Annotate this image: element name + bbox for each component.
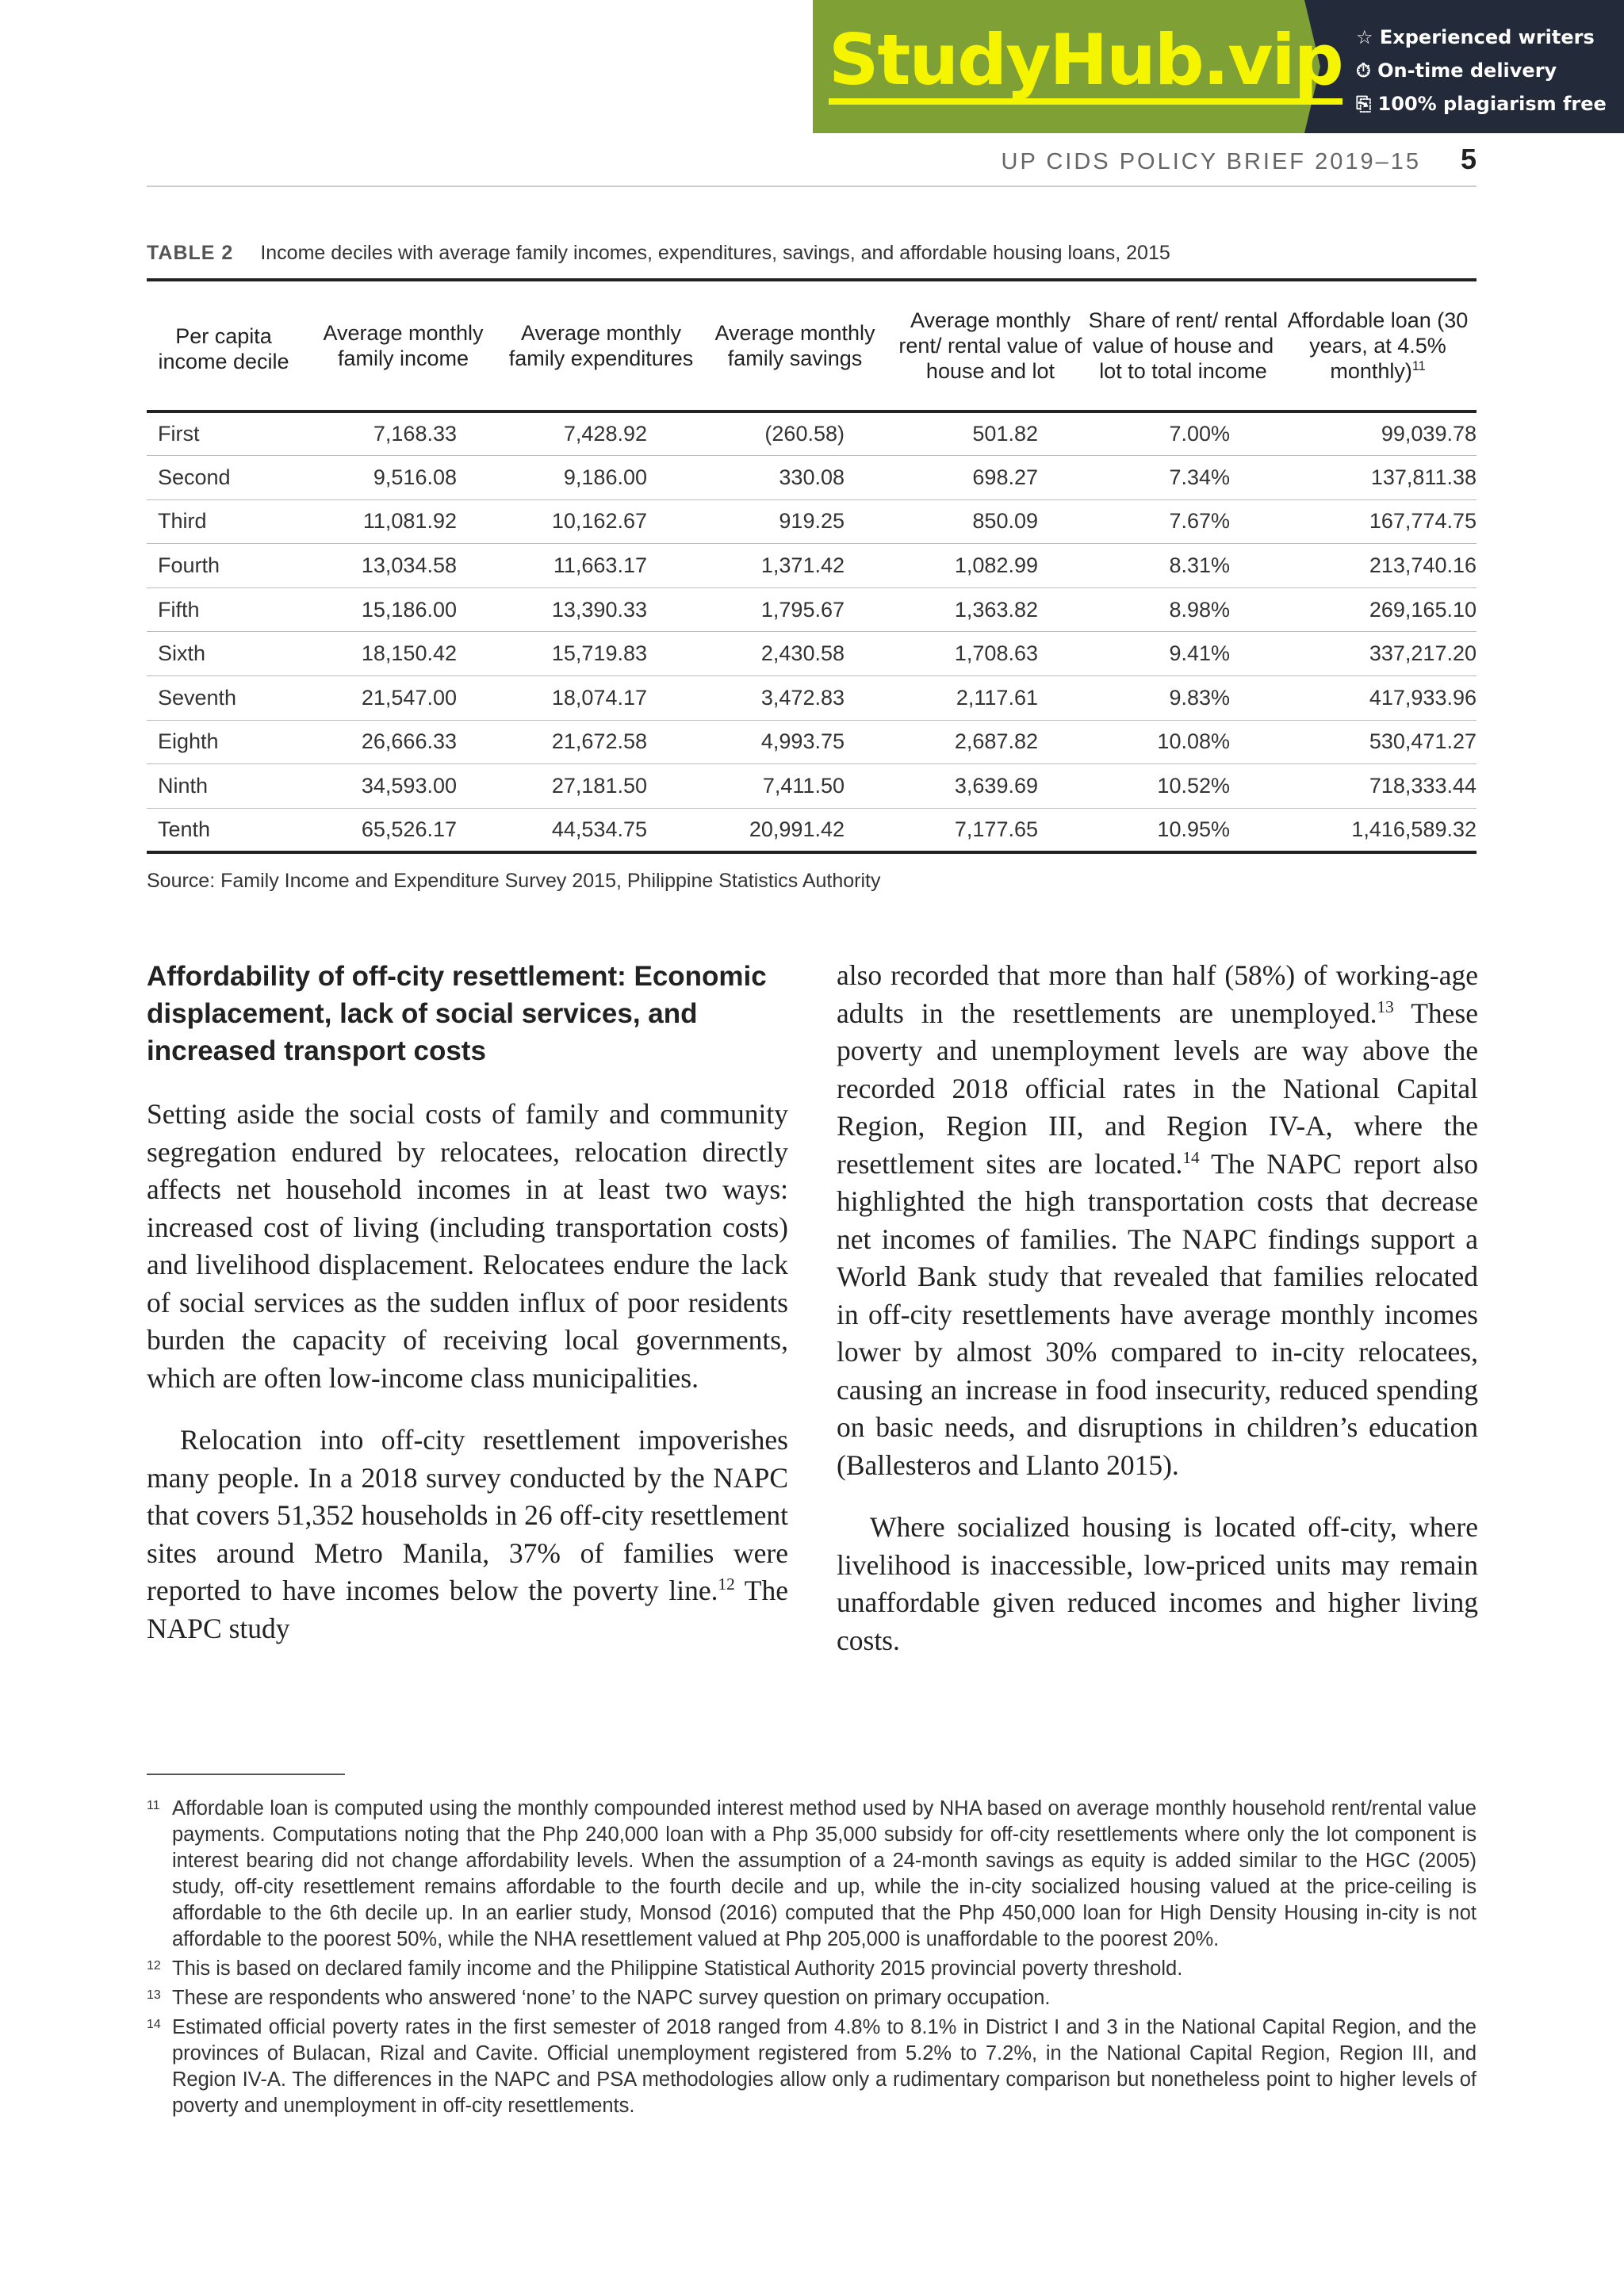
table-cell: 1,363.82 — [894, 587, 1087, 632]
table-cell: 2,430.58 — [696, 632, 894, 676]
table-cell: 1,708.63 — [894, 632, 1087, 676]
footnote-ref[interactable]: 13 — [1377, 997, 1394, 1016]
table-cell: 213,740.16 — [1279, 544, 1477, 588]
publication-title: UP CIDS POLICY BRIEF 2019–15 — [1001, 149, 1421, 174]
table-row — [147, 808, 1477, 852]
footnote-divider — [147, 1774, 345, 1775]
footnote-ref[interactable]: 12 — [718, 1575, 735, 1594]
table-cell: 7.00% — [1087, 411, 1279, 456]
footnote-number: 11 — [147, 1799, 160, 1812]
footnotes — [147, 1796, 1477, 2122]
table-cell: 10,162.67 — [506, 499, 696, 544]
footnote-text: These are respondents who answered ‘none’ to the NAPC survey question on primary occupation. — [172, 1987, 1051, 2009]
paragraph — [837, 957, 1478, 1484]
table-cell: 1,795.67 — [696, 587, 894, 632]
footnote-text: This is based on declared family income and the Philippine Statistical Authority 2015 provincial poverty threshold. — [172, 1957, 1183, 1980]
paragraph-text: These poverty and unemployment levels are way above the recorded 2018 official rates in the National Capital Region, Region III, and Region IV-A, where the resettlement sites are located. — [837, 997, 1478, 1180]
table-row — [147, 456, 1477, 500]
table-cell: 21,547.00 — [301, 676, 506, 721]
table-cell: 7.34% — [1087, 456, 1279, 500]
table-cell: 18,074.17 — [506, 676, 696, 721]
table-cell: (260.58) — [696, 411, 894, 456]
column-header: Per capita income decile — [147, 280, 301, 411]
feature-experienced-writers: ☆ Experienced writers — [1356, 26, 1595, 48]
column-header-text: Affordable loan (30 years, at 4.5% monthly) — [1287, 308, 1469, 383]
column-header: Average monthly family expenditures — [506, 280, 696, 411]
feature-plagiarism-free: ⎘ 100% plagiarism free — [1356, 93, 1607, 115]
table-cell: 850.09 — [894, 499, 1087, 544]
table-cell: 9,186.00 — [506, 456, 696, 500]
column-header: Share of rent/ rental value of house and lot to total income — [1087, 280, 1279, 411]
table-cell: 501.82 — [894, 411, 1087, 456]
table-cell: 8.98% — [1087, 587, 1279, 632]
table-cell: 10.08% — [1087, 720, 1279, 764]
table-caption-text: Income deciles with average family incomes, expenditures, savings, and affordable housing loans, 2015 — [260, 242, 1170, 264]
table-cell: 27,181.50 — [506, 764, 696, 809]
table-cell: 20,991.42 — [749, 817, 845, 841]
studyhub-banner[interactable] — [813, 0, 1624, 133]
table-cell: Tenth — [158, 817, 211, 841]
table-row — [147, 499, 1477, 544]
footnote — [147, 2015, 1477, 2119]
table-cell: 8.31% — [1087, 544, 1279, 588]
feature-on-time-delivery: ⏱ On-time delivery — [1356, 59, 1557, 82]
table-cell: Seventh — [147, 676, 301, 721]
footnote-number: 13 — [147, 1988, 161, 2002]
footnote-ref[interactable]: 11 — [1411, 359, 1426, 373]
paragraph-text: The NAPC report also highlighted the high transportation costs that decrease net incomes of families. The NAPC findings support a World Bank study that revealed that families relocated in off-city resettlements have average monthly incomes lower by almost 30% compared to in-city relocatees, causing an increase in food insecurity, reduced spending on basic needs, and disruptions in children’s education (Ballesteros and Llanto 2015). — [837, 1147, 1478, 1481]
section-heading: Affordability of off-city resettlement: Economic displacement, lack of social services, and increased transport costs — [147, 961, 767, 1066]
table-row — [147, 676, 1477, 721]
table-cell: 1,371.42 — [696, 544, 894, 588]
table-cell: 269,165.10 — [1279, 587, 1477, 632]
footnote — [147, 1985, 1477, 2011]
table-cell: 10.52% — [1087, 764, 1279, 809]
table-caption — [147, 242, 1170, 265]
table-cell: 2,117.61 — [894, 676, 1087, 721]
footnote — [147, 1956, 1477, 1982]
table-row — [147, 764, 1477, 809]
table-cell: 9,516.08 — [301, 456, 506, 500]
footnote-ref[interactable]: 14 — [1182, 1147, 1200, 1167]
table-cell: 11,081.92 — [301, 499, 506, 544]
table-cell: 7,428.92 — [506, 411, 696, 456]
column-header: Average monthly family income — [301, 280, 506, 411]
table-cell: 1,416,589.32 — [1351, 817, 1477, 841]
paragraph-text: also recorded that more than half (58%) of working-age adults in the resettlements are unemployed. — [837, 959, 1478, 1029]
table-cell: 167,774.75 — [1279, 499, 1477, 544]
paragraph: Setting aside the social costs of family and community segregation endured by relocatees, relocation directly affects net household incomes in at least two ways: increased cost of living (including transportation costs) and livelihood displacement. Relocatees endure the lack of social services as the sudden influx of poor residents burden the capacity of receiving local governments, which are often low-income class municipalities. — [147, 1098, 788, 1394]
table-cell: 3,639.69 — [894, 764, 1087, 809]
left-column — [147, 958, 788, 1672]
footnote — [147, 1796, 1477, 1953]
table-cell: 10.95% — [1157, 817, 1230, 841]
table-cell: 99,039.78 — [1279, 411, 1477, 456]
table-source: Source: Family Income and Expenditure Survey 2015, Philippine Statistics Authority — [147, 870, 881, 892]
table-cell: 330.08 — [696, 456, 894, 500]
header-divider — [147, 186, 1477, 187]
table-cell: 919.25 — [696, 499, 894, 544]
paragraph — [147, 1422, 788, 1647]
paragraph-text: Relocation into off-city resettlement impoverishes many people. In a 2018 survey conducted by the NAPC that covers 51,352 households in 26 off-city resettlement sites around Metro Manila, 37% of families were reported to have incomes below the poverty line. — [147, 1424, 788, 1606]
right-column — [837, 957, 1478, 1684]
table-row — [147, 720, 1477, 764]
footnote-text: Estimated official poverty rates in the first semester of 2018 ranged from 4.8% to 8.1% in District I and 3 in the National Capital Region, and the provinces of Bulacan, Rizal and Cavite. Official unemployment registered from 5.2% to 7.2%, in the National Capital Region, Region III, and Region IV-A. The differences in the NAPC and PSA methodologies allow only a rudimentary comparison but nonetheless point to higher levels of poverty and unemployment in off-city resettlements. — [172, 2016, 1477, 2117]
table-cell: 21,672.58 — [506, 720, 696, 764]
table-cell: 34,593.00 — [301, 764, 506, 809]
table-cell: 13,390.33 — [506, 587, 696, 632]
table-cell: 13,034.58 — [301, 544, 506, 588]
table-header-row — [147, 280, 1477, 411]
income-deciles-table — [147, 278, 1477, 854]
table-cell: 7.67% — [1087, 499, 1279, 544]
studyhub-logo[interactable]: StudyHub.vip — [829, 22, 1342, 105]
table-cell: 11,663.17 — [506, 544, 696, 588]
table-cell: 7,177.65 — [954, 817, 1038, 841]
page-number: 5 — [1460, 143, 1477, 175]
table-cell: 9.83% — [1087, 676, 1279, 721]
table-body — [147, 411, 1477, 852]
table-cell: Fifth — [147, 587, 301, 632]
table-row — [147, 587, 1477, 632]
table-cell: 7,168.33 — [301, 411, 506, 456]
table-row — [147, 411, 1477, 456]
table-cell: 4,993.75 — [696, 720, 894, 764]
table-cell: 65,526.17 — [361, 817, 457, 841]
footnote-number: 12 — [147, 1959, 161, 1973]
running-header — [1002, 143, 1477, 176]
column-header: Average monthly rent/ rental value of house and lot — [894, 280, 1087, 411]
table-cell: 15,719.83 — [506, 632, 696, 676]
paragraph: Where socialized housing is located off-city, where livelihood is inaccessible, low-priced units may remain unaffordable given reduced incomes and higher living costs. — [837, 1511, 1478, 1656]
table-cell: Second — [147, 456, 301, 500]
paragraph-text: The NAPC study — [147, 1575, 788, 1644]
footnote-number: 14 — [147, 2018, 161, 2031]
table-cell: 26,666.33 — [301, 720, 506, 764]
table-cell: 337,217.20 — [1279, 632, 1477, 676]
table-cell: 137,811.38 — [1279, 456, 1477, 500]
table-cell: 417,933.96 — [1279, 676, 1477, 721]
table-cell: 2,687.82 — [894, 720, 1087, 764]
column-header — [1279, 280, 1477, 411]
table-cell: Fourth — [147, 544, 301, 588]
table-cell: 530,471.27 — [1279, 720, 1477, 764]
column-header: Average monthly family savings — [696, 280, 894, 411]
table-cell: 3,472.83 — [696, 676, 894, 721]
table-cell: 7,411.50 — [696, 764, 894, 809]
footnote-text: Affordable loan is computed using the monthly compounded interest method used by NHA based on average monthly household rent/rental value payments. Computations noting that the Php 240,000 loan with a Php 35,000 subsidy for off-city resettlements where only the lot component is interest bearing did not change affordability levels. When the assumption of a 24-month savings as equity is added similar to the HGC (2005) study, off-city resettlement remains affordable to the fourth decile and up, while the in-city socialized housing valued at the price-ceiling is affordable to the 6th decile up. In an earlier study, Monsod (2016) computed that the Php 450,000 loan for High Density Housing in-city is not affordable to the poorest 50%, while the NHA resettlement valued at Php 205,000 is unaffordable to the poorest 20%. — [172, 1797, 1477, 1950]
table-cell: 44,534.75 — [551, 817, 647, 841]
table-cell: Third — [147, 499, 301, 544]
table-cell: First — [147, 411, 301, 456]
table-cell: 9.41% — [1087, 632, 1279, 676]
table-cell: 1,082.99 — [894, 544, 1087, 588]
table-cell: Ninth — [147, 764, 301, 809]
table-cell: Sixth — [147, 632, 301, 676]
table-cell: 15,186.00 — [301, 587, 506, 632]
table-cell: 718,333.44 — [1279, 764, 1477, 809]
table-cell: 18,150.42 — [301, 632, 506, 676]
table-row — [147, 544, 1477, 588]
table-cell: Eighth — [147, 720, 301, 764]
table-cell: 698.27 — [894, 456, 1087, 500]
table-row — [147, 632, 1477, 676]
table-label: TABLE 2 — [147, 242, 234, 264]
banner-features — [1356, 21, 1607, 121]
